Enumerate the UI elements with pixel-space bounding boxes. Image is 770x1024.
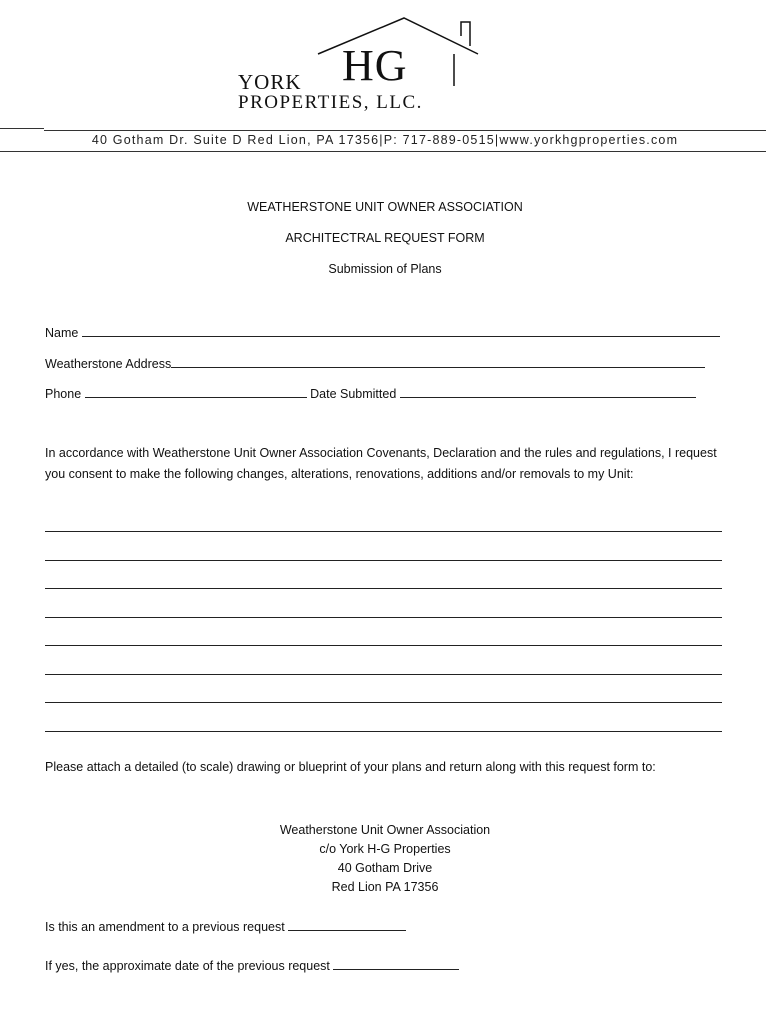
amendment-blank[interactable] <box>288 917 406 931</box>
description-line-4[interactable] <box>45 617 722 618</box>
header-rule-top-main <box>44 130 766 131</box>
amendment-label: Is this an amendment to a previous request <box>45 920 285 934</box>
header-rule-bottom <box>0 151 766 152</box>
phone-label: Phone <box>45 387 82 401</box>
return-address-line-1: Weatherstone Unit Owner Association <box>279 823 491 837</box>
return-address-line-4: Red Lion PA 17356 <box>331 880 439 894</box>
request-paragraph: In accordance with Weatherstone Unit Owner Association Covenants, Declaration and the rules and regulations, I request you consent to make the following changes, alterations, renovations, additions and/or removals to my Unit: <box>45 446 717 481</box>
name-blank[interactable] <box>82 323 720 337</box>
header-rule-top <box>0 128 44 129</box>
phone-blank[interactable] <box>85 384 307 398</box>
logo-hg-monogram: HG <box>342 41 408 90</box>
address-blank[interactable] <box>171 354 705 368</box>
contact-line: 40 Gotham Dr. Suite D Red Lion, PA 17356|P: 717-889-0515|www.yorkhgproperties.com <box>91 133 679 147</box>
description-line-8[interactable] <box>45 731 722 732</box>
description-line-7[interactable] <box>45 702 722 703</box>
logo-properties-text: PROPERTIES, LLC. <box>238 92 423 113</box>
date-submitted-blank[interactable] <box>400 384 696 398</box>
amendment-question <box>45 917 406 934</box>
phone-field <box>45 384 696 401</box>
description-line-3[interactable] <box>45 588 722 589</box>
company-logo <box>228 14 488 118</box>
form-subtitle: Submission of Plans <box>328 262 442 276</box>
date-submitted-label: Date Submitted <box>310 387 397 401</box>
name-label: Name <box>45 326 79 340</box>
attach-paragraph: Please attach a detailed (to scale) drawing or blueprint of your plans and return along with this request form to: <box>45 760 656 774</box>
description-line-5[interactable] <box>45 645 722 646</box>
address-label: Weatherstone Address <box>45 357 172 371</box>
return-address-line-3: 40 Gotham Drive <box>337 861 433 875</box>
form-title: ARCHITECTRAL REQUEST FORM <box>285 231 485 245</box>
logo-york-text: YORK <box>238 70 302 94</box>
previous-date-label: If yes, the approximate date of the previous request <box>45 959 330 973</box>
name-field <box>45 323 720 340</box>
association-title: WEATHERSTONE UNIT OWNER ASSOCIATION <box>247 200 523 214</box>
return-address-line-2: c/o York H-G Properties <box>319 842 451 856</box>
description-line-6[interactable] <box>45 674 722 675</box>
previous-date-question <box>45 956 459 973</box>
previous-date-blank[interactable] <box>333 956 459 970</box>
address-field <box>45 354 705 371</box>
description-line-1[interactable] <box>45 531 722 532</box>
description-line-2[interactable] <box>45 560 722 561</box>
